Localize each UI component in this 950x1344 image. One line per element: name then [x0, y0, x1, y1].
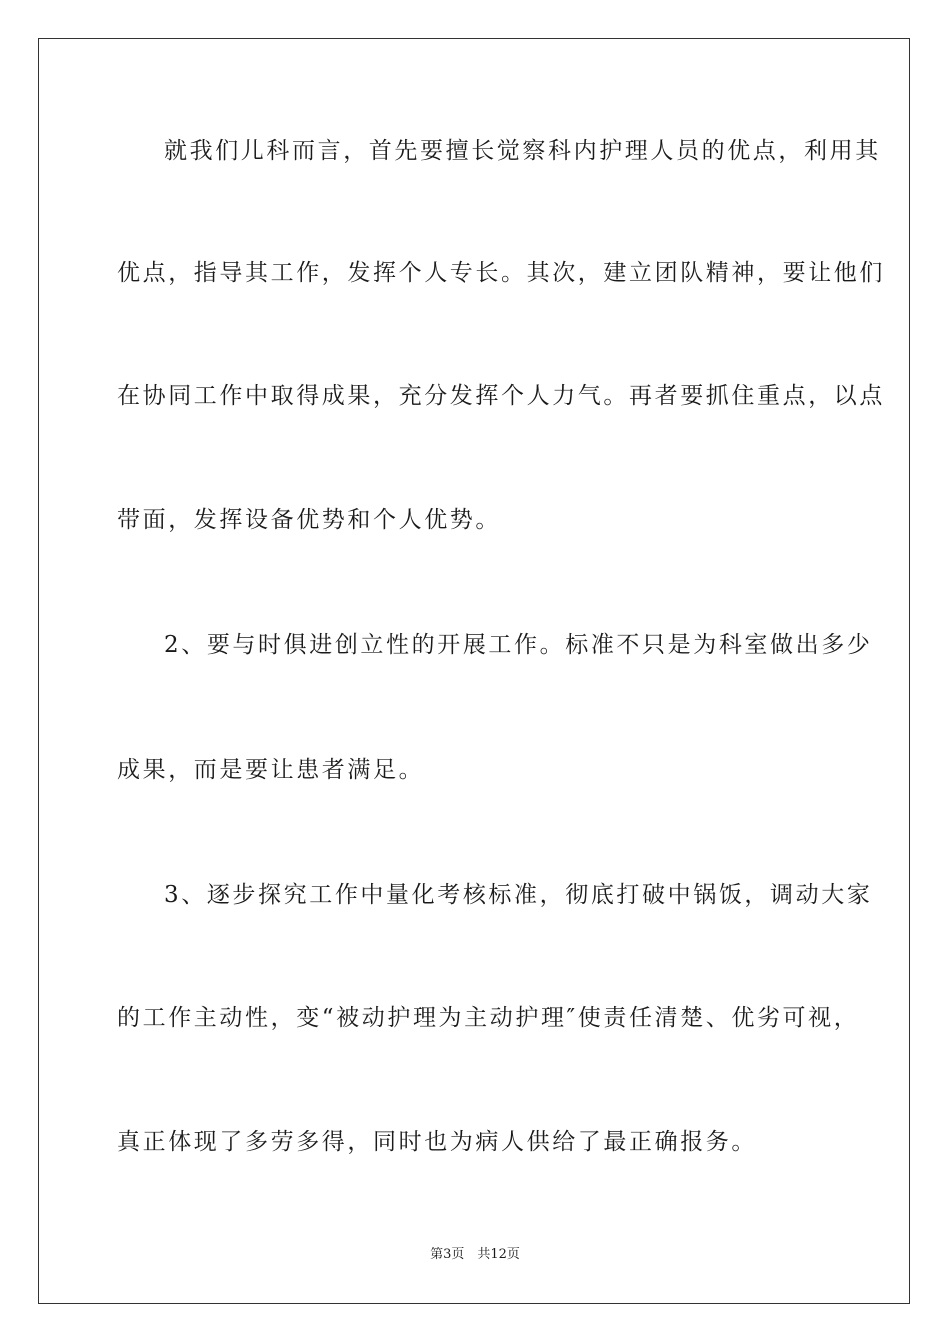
paragraph-3-line-3: 真正体现了多劳多得，同时也为病人供给了最正确报务。	[117, 1129, 757, 1155]
paragraph-1-line-2: 优点，指导其工作，发挥个人专长。其次，建立团队精神，要让他们	[117, 260, 885, 286]
paragraph-1-line-3: 在协同工作中取得成果，充分发挥个人力气。再者要抓住重点，以点	[117, 383, 885, 409]
paragraph-1-line-1: 就我们儿科而言，首先要擅长觉察科内护理人员的优点，利用其	[164, 138, 881, 164]
page-border	[38, 38, 910, 1304]
paragraph-2-line-1: 2、要与时俱进创立性的开展工作。标准不只是为科室做出多少	[164, 632, 873, 658]
paragraph-1-line-4: 带面，发挥设备优势和个人优势。	[117, 507, 501, 533]
paragraph-3-line-1: 3、逐步探究工作中量化考核标准，彻底打破中锅饭，调动大家	[164, 882, 873, 908]
paragraph-3-line-2: 的工作主动性，变“被动护理为主动护理″使责任清楚、优劣可视，	[117, 1005, 860, 1031]
page-number-footer: 第3页 共12页	[430, 1247, 520, 1262]
paragraph-2-line-2: 成果，而是要让患者满足。	[117, 757, 425, 783]
